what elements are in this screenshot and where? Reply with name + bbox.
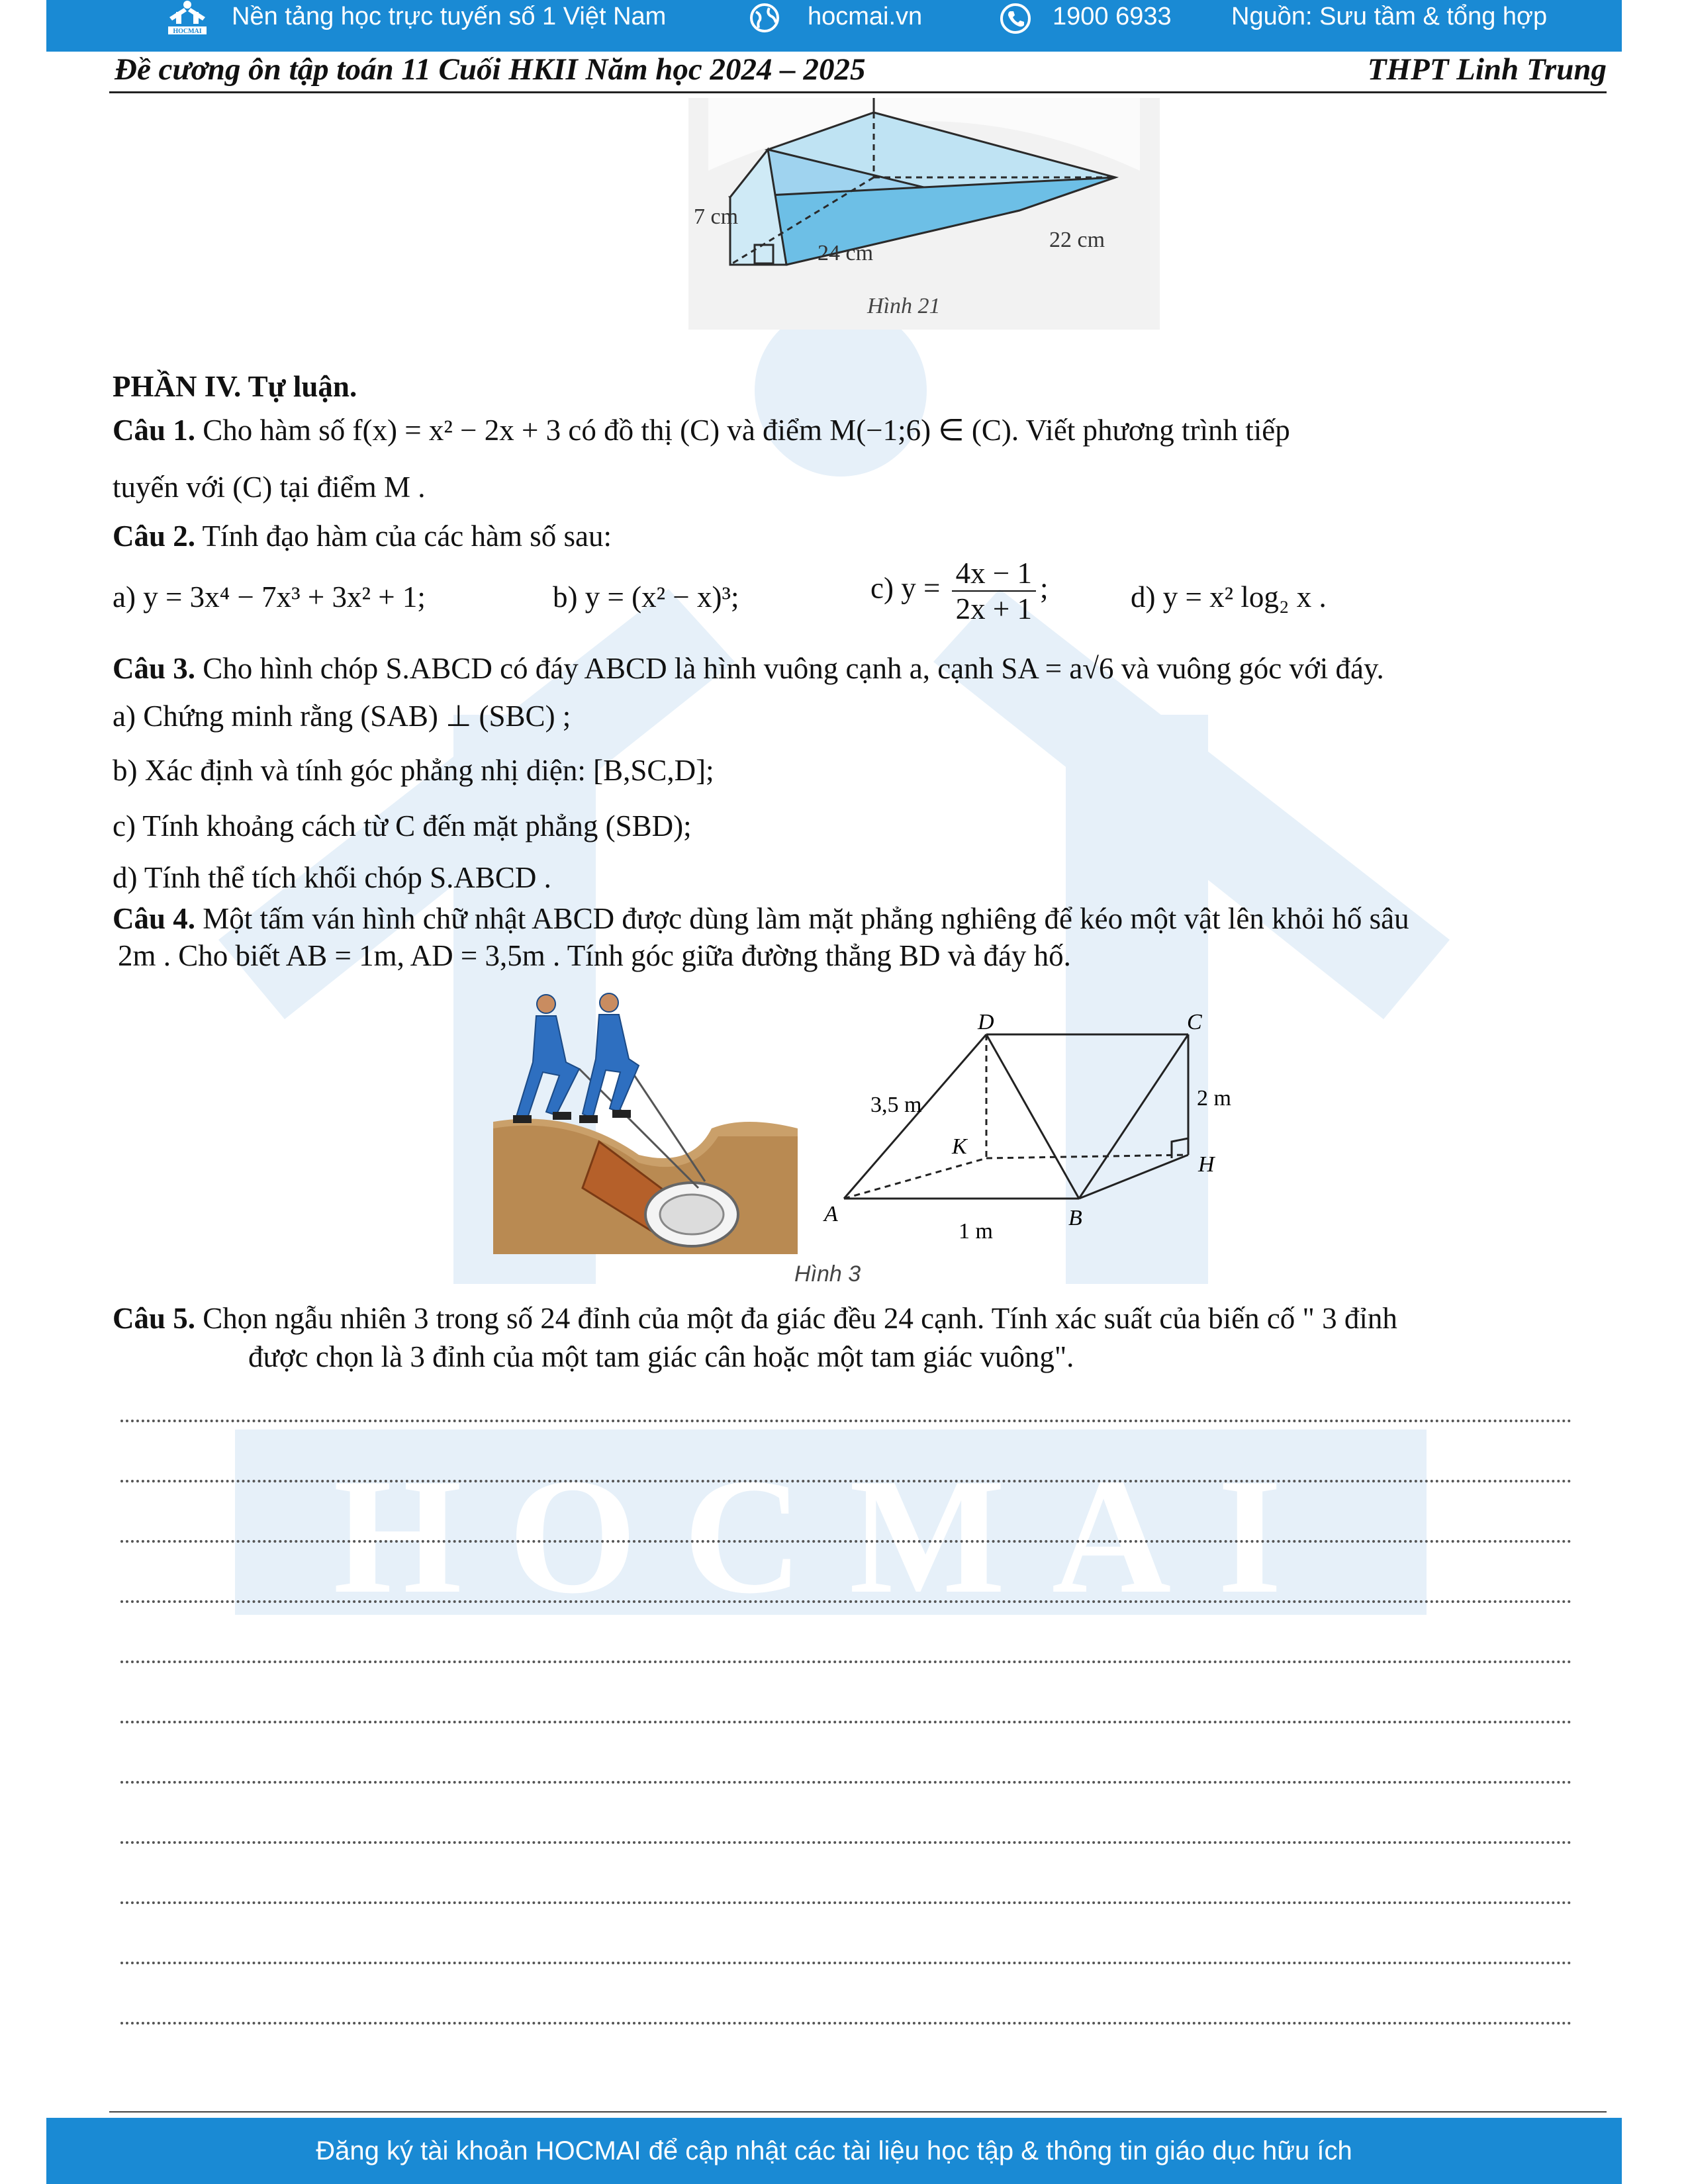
answer-line	[120, 1661, 1572, 1663]
q2-c-suffix: ;	[1039, 571, 1049, 605]
q1-line1: Cho hàm số f(x) = x² − 2x + 3 có đồ thị (C) và điểm M(−1;6) ∈ (C). Viết phương trình tiếp	[203, 414, 1290, 447]
q2-c-prefix: c) y =	[870, 571, 941, 605]
tagline: Nền tảng học trực tuyến số 1 Việt Nam	[232, 3, 667, 30]
answer-line	[120, 1962, 1572, 1964]
answer-line	[120, 1600, 1572, 1603]
fig21-base-label: 24 cm	[818, 241, 874, 265]
figure-3-geometry	[788, 1009, 1238, 1287]
fig3-label-d: D	[978, 1010, 994, 1034]
q4-line2: 2m . Cho biết AB = 1m, AD = 3,5m . Tính góc giữa đường thẳng BD và đáy hố.	[118, 939, 1071, 972]
answer-line	[120, 1721, 1572, 1723]
answer-line	[120, 2022, 1572, 2025]
fig3-label-c: C	[1187, 1010, 1202, 1034]
q4-label: Câu 4.	[113, 902, 196, 935]
document-title: Đề cương ôn tập toán 11 Cuối HKII Năm học 2024 – 2025	[115, 52, 866, 87]
website-link[interactable]: hocmai.vn	[808, 3, 923, 30]
fig3-label-k: K	[952, 1134, 967, 1159]
answer-line	[120, 1540, 1572, 1543]
fig3-label-ad: 3,5 m	[870, 1093, 922, 1117]
section-title: PHẦN IV. Tự luận.	[113, 370, 357, 403]
fig3-label-ch: 2 m	[1197, 1086, 1231, 1111]
q2-c-denominator: 2x + 1	[955, 592, 1032, 625]
question-4	[113, 899, 1409, 938]
watermark-text: HOCMAI	[333, 1445, 1329, 1628]
question-1	[113, 410, 1290, 450]
q2-c-numerator: 4x − 1	[952, 556, 1036, 592]
fig21-depth-label: 22 cm	[1049, 228, 1105, 252]
fig21-caption: Hình 21	[867, 294, 941, 318]
q1-label: Câu 1.	[113, 414, 196, 447]
q3-text: Cho hình chóp S.ABCD có đáy ABCD là hình vuông cạnh a, cạnh SA = a√6 và vuông góc với đáy.	[203, 652, 1384, 685]
q2-b: b) y = (x² − x)³;	[553, 580, 739, 614]
q2-c	[870, 556, 1049, 626]
fig3-label-a: A	[824, 1202, 838, 1226]
q5-line1: Chọn ngẫu nhiên 3 trong số 24 đỉnh của một đa giác đều 24 cạnh. Tính xác suất của biến cố " 3 đỉnh	[203, 1302, 1397, 1335]
question-5	[113, 1298, 1397, 1338]
fig3-label-b: B	[1068, 1206, 1082, 1230]
q3-d: d) Tính thể tích khối chóp S.ABCD .	[113, 861, 551, 894]
q2-label: Câu 2.	[113, 520, 196, 553]
answer-line	[120, 1480, 1572, 1482]
question-2	[113, 516, 612, 556]
answer-line	[120, 1841, 1572, 1844]
q2-c-fraction	[952, 556, 1036, 626]
logo-text: HOCMAI	[173, 28, 202, 35]
q1-line2: tuyến với (C) tại điểm M .	[113, 471, 426, 504]
fig21-height-label: 7 cm	[694, 205, 739, 229]
answer-line	[120, 1901, 1572, 1904]
q3-b: b) Xác định và tính góc phẳng nhị diện: [B,SC,D];	[113, 754, 714, 787]
source-note: Nguồn: Sưu tầm & tổng hợp	[1231, 3, 1548, 30]
q5-label: Câu 5.	[113, 1302, 196, 1335]
footer-rule	[109, 2111, 1607, 2113]
school-name: THPT Linh Trung	[1367, 52, 1607, 87]
question-3	[113, 649, 1384, 688]
q3-a: a) Chứng minh rằng (SAB) ⊥ (SBC) ;	[113, 700, 571, 733]
q2-a: a) y = 3x⁴ − 7x³ + 3x² + 1;	[113, 580, 426, 614]
q4-line1: Một tấm ván hình chữ nhật ABCD được dùng làm mặt phẳng nghiêng để kéo một vật lên khỏi hố sâu	[203, 902, 1409, 935]
answer-line	[120, 1420, 1572, 1422]
q2-d: d) y = x² log₂ x .	[1131, 580, 1327, 614]
q5-line2: được chọn là 3 đỉnh của một tam giác cân hoặc một tam giác vuông".	[248, 1340, 1074, 1373]
answer-line	[120, 1781, 1572, 1784]
fig3-caption: Hình 3	[794, 1261, 861, 1287]
q3-label: Câu 3.	[113, 652, 196, 685]
footer-banner[interactable]: Đăng ký tài khoản HOCMAI để cập nhật các tài liệu học tập & thông tin giáo dục hữu ích	[46, 2118, 1622, 2184]
q3-c: c) Tính khoảng cách từ C đến mặt phẳng (SBD);	[113, 809, 692, 842]
hotline[interactable]: 1900 6933	[1053, 3, 1172, 30]
fig3-label-h: H	[1198, 1152, 1215, 1177]
workers-pulling-illustration	[493, 989, 798, 1254]
q2-text: Tính đạo hàm của các hàm số sau:	[202, 520, 612, 553]
fig3-label-ab: 1 m	[959, 1219, 993, 1244]
